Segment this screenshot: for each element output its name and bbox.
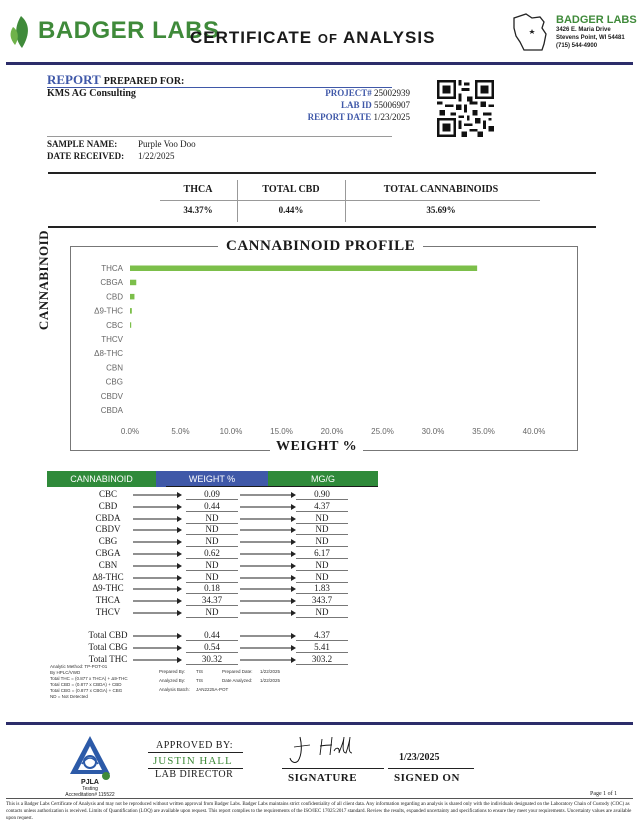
- report-date-label: REPORT DATE: [307, 112, 372, 122]
- pjla-testing: Testing: [82, 786, 98, 792]
- mg-value: 0.90: [314, 489, 330, 499]
- disclaimer-rule: [6, 798, 633, 799]
- lab-address-2: Stevens Point, WI 54481: [556, 35, 625, 41]
- arrow-right-icon: [240, 563, 298, 569]
- cell-underline: [296, 664, 348, 665]
- mg-value: ND: [315, 607, 329, 617]
- mg-value: ND: [315, 524, 329, 535]
- prepared-date-label: Prepared Date:: [222, 669, 253, 674]
- cannabinoid-name: Total CBG: [88, 641, 128, 652]
- bar: [130, 294, 134, 300]
- cannabinoid-name: Total THC: [88, 653, 128, 664]
- category-label: THCV: [101, 335, 123, 344]
- arrow-right-icon: [240, 645, 298, 651]
- project-label: PROJECT#: [325, 88, 372, 98]
- chart-title: CANNABINOID PROFILE: [218, 238, 423, 255]
- sample-info: [47, 138, 196, 162]
- x-tick-label: 15.0%: [270, 427, 293, 436]
- report-label: [47, 72, 184, 88]
- arrow-right-icon: [240, 516, 298, 522]
- summary-value-total-cannabinoids: 35.69%: [426, 205, 456, 215]
- summary-header-thca: THCA: [183, 184, 213, 195]
- table-header-rule: [166, 486, 378, 487]
- summary-header-total-cannabinoids: TOTAL CANNABINOIDS: [383, 184, 499, 195]
- cell-underline: [186, 664, 238, 665]
- chart-x-label: WEIGHT %: [270, 439, 363, 455]
- cannabinoid-name: CBD: [98, 500, 118, 511]
- signed-date-underline: [388, 768, 474, 769]
- by-line: By HPLC/VWD: [50, 670, 81, 675]
- arrow-right-icon: [133, 610, 184, 616]
- cannabinoid-name: CBN: [98, 559, 118, 570]
- x-tick-label: 25.0%: [371, 427, 394, 436]
- arrow-right-icon: [133, 598, 184, 604]
- signed-on-label: SIGNED ON: [394, 772, 460, 784]
- mg-value: 303.2: [311, 653, 333, 664]
- arrow-right-icon: [240, 504, 298, 510]
- category-label: CBGA: [100, 278, 123, 288]
- footer-rule: [6, 722, 633, 725]
- sample-underline: [47, 136, 392, 137]
- lab-id-value: 55006907: [374, 100, 410, 110]
- prepared-date-value: 1/22/2025: [260, 669, 281, 674]
- pjla-accreditation: Accreditation# 115522: [65, 792, 115, 798]
- director-signature: [286, 733, 366, 767]
- weight-value: ND: [205, 607, 219, 617]
- mg-value: ND: [315, 536, 329, 547]
- thc-formula: Total THC = (0.877 x THCA) + Δ9-THC: [50, 676, 128, 681]
- prepared-for-label: PREPARED FOR:: [103, 76, 185, 87]
- wisconsin-map-icon: [510, 12, 552, 52]
- summary-top-rule: [48, 172, 596, 174]
- weight-value: ND: [205, 524, 219, 535]
- cannabinoid-name: THCA: [95, 595, 121, 606]
- lab-phone: (715) 544-4900: [556, 43, 598, 49]
- signature-label: SIGNATURE: [288, 772, 358, 784]
- arrow-right-icon: [240, 610, 298, 616]
- weight-value: 0.62: [204, 548, 220, 558]
- arrow-right-icon: [240, 598, 298, 604]
- arrow-right-icon: [133, 575, 184, 581]
- title-end: ANALYSIS: [343, 28, 436, 47]
- date-notes: [222, 667, 280, 685]
- disclaimer: This is a Badger Labs Certificate of Analysis and may not be reproduced without written approval from Badger Labs. Badger Labs maintains strict confidentiality of all client data. Any information regarding an analysis is shared only with the individuals designated on the Laboratory Chain of Custody (COC) as contacts unless authorization is received. Limits of Quantification (LOQ) are available upon request. This report complies to the requirements of the ISO/IEC 17025:2017 standard. Review the results, expanded uncertainty and specifications to ensure they meet your requirements. Uncertainty values are available upon request.: [6, 802, 632, 821]
- batch-label: Analysis Batch:: [159, 687, 190, 692]
- title-of: OF: [317, 31, 338, 46]
- method-notes: [50, 664, 150, 700]
- category-label: Δ9-THC: [94, 306, 123, 316]
- sample-name-value: Purple Voo Doo: [138, 139, 196, 149]
- weight-value: 0.44: [204, 500, 220, 511]
- category-label: CBN: [106, 363, 123, 373]
- arrow-right-icon: [133, 492, 184, 498]
- cannabinoid-name: CBC: [98, 489, 117, 499]
- arrow-right-icon: [240, 657, 298, 663]
- bar: [130, 322, 131, 328]
- analyzed-by-value: TIS: [196, 678, 204, 683]
- summary-value-total-cbd: 0.44%: [278, 205, 304, 215]
- x-tick-label: 5.0%: [171, 427, 190, 436]
- signed-date: 1/23/2025: [399, 752, 440, 763]
- lab-name: BADGER LABS: [556, 14, 637, 26]
- mg-value: ND: [315, 559, 329, 570]
- arrow-right-icon: [133, 551, 184, 557]
- mg-value: 4.37: [314, 630, 330, 640]
- arrow-right-icon: [240, 539, 298, 545]
- summary-header-total-cbd: TOTAL CBD: [262, 184, 320, 195]
- category-label: THCA: [101, 264, 123, 273]
- mg-value: 6.17: [314, 548, 330, 558]
- category-label: CBDV: [100, 391, 123, 401]
- approved-underline: [148, 752, 243, 753]
- arrow-right-icon: [133, 527, 184, 533]
- chart-y-label: CANNABINOID: [36, 229, 51, 331]
- category-label: CBG: [105, 377, 123, 387]
- pjla-text: [64, 780, 116, 798]
- report-date-value: 1/23/2025: [373, 112, 410, 122]
- date-received-label: DATE RECEIVED:: [47, 151, 125, 161]
- approved-by-label: APPROVED BY:: [156, 740, 234, 751]
- document-title: [190, 28, 435, 48]
- date-received-value: 1/22/2025: [138, 151, 175, 161]
- cbg-formula: Total CBG = (0.877 x CBGA) + CBG: [50, 688, 123, 693]
- cannabinoid-name: CBDV: [95, 524, 121, 535]
- badger-leaf-logo-icon: [7, 15, 35, 49]
- cannabinoid-name: Total CBD: [88, 630, 128, 640]
- arrow-right-icon: [240, 551, 298, 557]
- mg-value: 1.83: [314, 583, 330, 594]
- table-header-weight: WEIGHT %: [156, 471, 268, 487]
- sample-name-label: SAMPLE NAME:: [47, 139, 118, 149]
- table-header-mg: MG/G: [268, 471, 378, 487]
- cell-underline: [296, 617, 348, 618]
- x-tick-label: 0.0%: [120, 427, 140, 436]
- bar: [130, 280, 136, 286]
- bar: [130, 266, 477, 272]
- analyzed-date-label: Date Analyzed:: [222, 678, 253, 683]
- qr-code-icon[interactable]: [437, 80, 494, 137]
- weight-value: 0.18: [204, 583, 220, 594]
- director-name: JUSTIN HALL: [153, 755, 233, 767]
- mg-value: ND: [315, 571, 329, 582]
- weight-value: 0.54: [204, 641, 220, 652]
- arrow-right-icon: [133, 586, 184, 592]
- bar: [130, 308, 132, 314]
- arrow-right-icon: [240, 492, 298, 498]
- arrow-right-icon: [133, 516, 184, 522]
- weight-value: 30.32: [201, 653, 223, 664]
- project-row: [305, 88, 410, 98]
- arrow-right-icon: [133, 539, 184, 545]
- director-title: LAB DIRECTOR: [155, 769, 234, 780]
- page-number: Page 1 of 1: [590, 791, 618, 797]
- lab-id-label: LAB ID: [340, 100, 372, 110]
- category-label: Δ8-THC: [94, 349, 123, 359]
- weight-value: 0.44: [204, 630, 220, 640]
- title-main: CERTIFICATE: [190, 28, 313, 47]
- pjla-name: PJLA: [81, 779, 99, 786]
- mg-value: 4.37: [314, 500, 330, 511]
- weight-value: 0.09: [204, 489, 220, 499]
- weight-value: ND: [205, 571, 219, 582]
- arrow-right-icon: [240, 633, 298, 639]
- table-header-cannabinoid: CANNABINOID: [47, 471, 156, 487]
- cannabinoid-name: Δ9-THC: [92, 583, 124, 594]
- arrow-right-icon: [240, 575, 298, 581]
- header-rule: [6, 62, 633, 65]
- weight-value: 34.37: [201, 595, 223, 606]
- nd-note: ND = Not Detected: [50, 694, 88, 699]
- arrow-right-icon: [133, 645, 184, 651]
- cell-underline: [186, 617, 238, 618]
- analyst-notes: [159, 667, 228, 694]
- category-label: CBD: [106, 292, 123, 302]
- weight-value: ND: [205, 512, 219, 523]
- cbd-formula: Total CBD = (0.877 x CBDA) + CBD: [50, 682, 122, 687]
- analyzed-date-value: 1/22/2025: [260, 678, 281, 683]
- signature-underline: [282, 768, 384, 769]
- arrow-right-icon: [133, 657, 184, 663]
- x-tick-label: 30.0%: [421, 427, 445, 436]
- weight-value: ND: [205, 559, 219, 570]
- lab-id-row: [305, 100, 410, 110]
- summary-mid-rule: [160, 200, 540, 201]
- project-value: 25002939: [374, 88, 410, 98]
- prepared-by-label: Prepared By:: [159, 669, 186, 674]
- x-tick-label: 40.0%: [522, 427, 546, 436]
- cannabinoid-name: CBDA: [95, 512, 121, 523]
- cannabinoid-profile-chart: [78, 260, 558, 440]
- report-date-row: [285, 112, 410, 122]
- arrow-right-icon: [133, 563, 184, 569]
- x-tick-label: 10.0%: [219, 427, 243, 436]
- cannabinoid-name: CBGA: [95, 548, 121, 558]
- x-tick-label: 20.0%: [320, 427, 344, 436]
- analyzed-by-label: Analyzed By:: [159, 678, 186, 683]
- category-label: CBC: [106, 320, 123, 330]
- cannabinoid-name: THCV: [95, 607, 121, 617]
- pjla-accreditation-logo: [68, 734, 112, 780]
- arrow-right-icon: [240, 586, 298, 592]
- summary-value-thca: 34.37%: [183, 205, 213, 215]
- mg-value: ND: [315, 512, 329, 523]
- mg-value: 343.7: [311, 595, 333, 606]
- arrow-right-icon: [133, 633, 184, 639]
- report-word: REPORT: [47, 72, 101, 87]
- lab-address-block: [556, 14, 637, 50]
- lab-address-1: 3426 E. Maria Drive: [556, 27, 611, 33]
- x-tick-label: 35.0%: [472, 427, 495, 436]
- summary-bottom-rule: [48, 226, 596, 228]
- batch-value: JAN2225A-POT: [196, 687, 229, 692]
- weight-value: ND: [205, 536, 219, 547]
- cannabinoid-name: CBG: [98, 536, 118, 547]
- prepared-by-value: TIS: [196, 669, 204, 674]
- brand-name: BADGER LABS: [38, 17, 220, 44]
- cannabinoid-name: Δ8-THC: [92, 571, 124, 582]
- client-name: KMS AG Consulting: [47, 88, 136, 99]
- arrow-right-icon: [133, 504, 184, 510]
- mg-value: 5.41: [314, 641, 330, 652]
- method-line: Analytic Method: TP-POT-01: [50, 664, 108, 669]
- arrow-right-icon: [240, 527, 298, 533]
- category-label: CBDA: [100, 406, 123, 415]
